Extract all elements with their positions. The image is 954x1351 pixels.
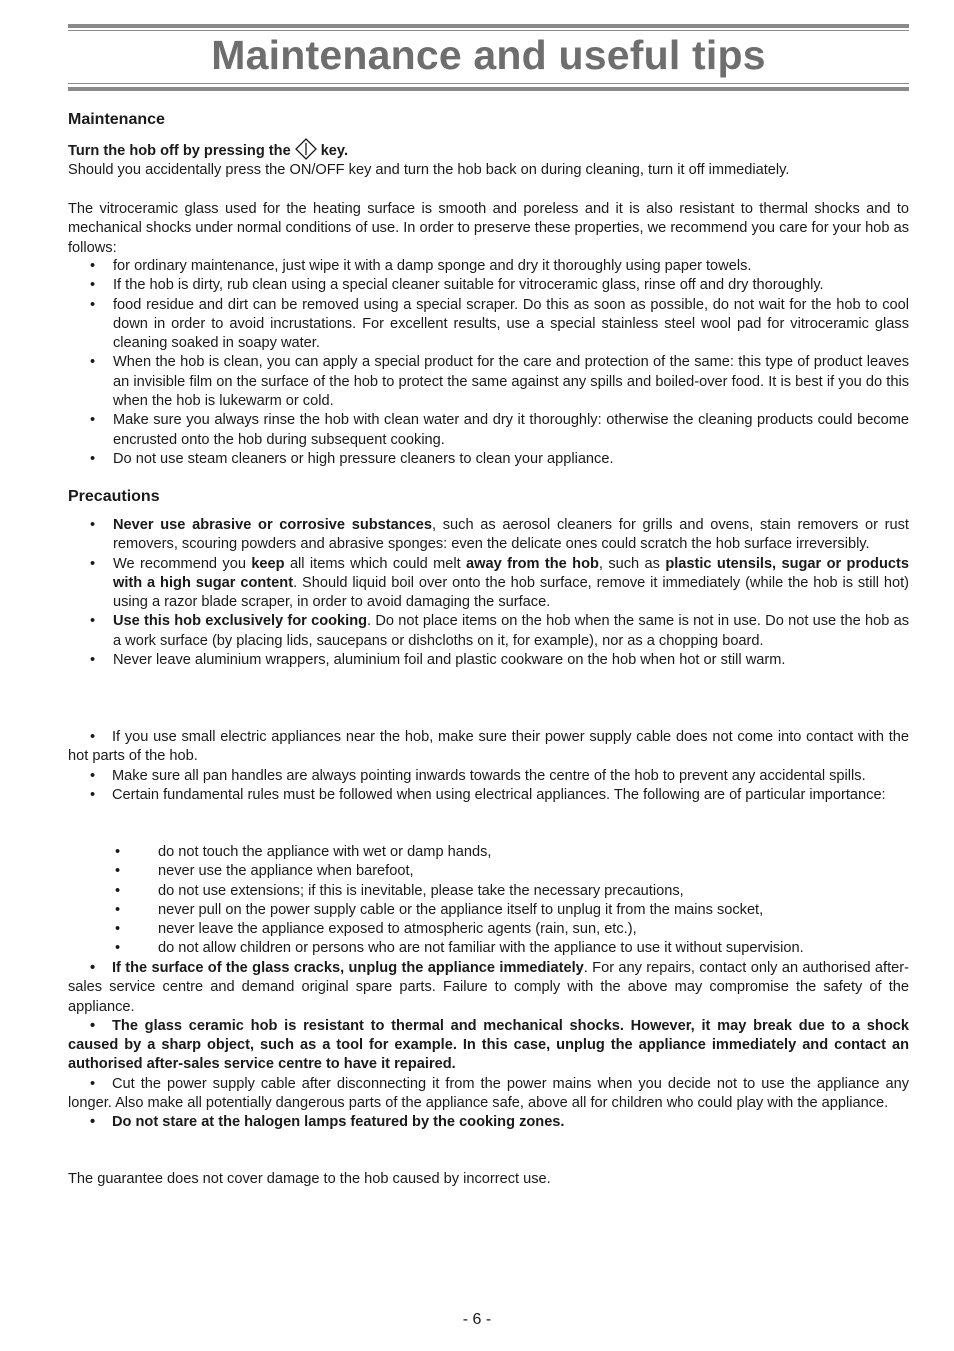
precautions-heading: Precautions (68, 488, 160, 505)
list-item: • never pull on the power supply cable or the appliance itself to unplug it from the mains socket, (68, 901, 909, 920)
text: We recommend you (113, 555, 252, 572)
list-item: • never leave the appliance exposed to atmospheric agents (rain, sun, etc.), (68, 920, 909, 939)
safety-item: • The glass ceramic hob is resistant to thermal and mechanical shocks. However, it may break due to a shock caused by a sharp object, such as a tool for example. In this case, unplug the appliance immediately and contact an authorised after-sales service centre to have it repaired. (68, 1017, 909, 1073)
safety-item: • Certain fundamental rules must be followed when using electrical appliances. The following are of particular importance: (90, 786, 886, 803)
title-rule-bottom (68, 87, 909, 91)
list-item (68, 516, 909, 555)
text: If you use small electric appliances near the hob, make sure their power supply cable does not come into contact with the hot parts of the hob. (68, 729, 909, 765)
safety-section-2 (68, 959, 909, 1133)
list-item: • Never leave aluminium wrappers, aluminium foil and plastic cookware on the hob when hot or still warm. (68, 651, 909, 670)
accidental-press-note: Should you accidentally press the ON/OFF key and turn the hob back on during cleaning, turn it off immediately. (68, 162, 790, 178)
maintenance-list (68, 257, 909, 469)
safety-item: • If the surface of the glass cracks, unplug the appliance immediately. For any repairs, contact only an authorised after-sales service centre and demand original spare parts. Failure to comply with the above may compromise the safety of the appliance. (68, 960, 909, 1015)
emphasis: Never use abrasive or corrosive substances (113, 517, 433, 533)
text: . Do not place items on the hob when the same is not in use. Do not use the hob as a work surface (by placing lids, saucepans or dishcloths on it, for example), nor as a chopping board. (113, 613, 909, 649)
page-title: Maintenance and useful tips (211, 32, 766, 78)
precautions-list (68, 516, 909, 670)
emphasis: plastic utensils, sugar or products with a high sugar content (113, 555, 909, 591)
page-number: - 6 - (462, 1311, 492, 1328)
emphasis: The glass ceramic hob is resistant to thermal and mechanical shocks. However, it may break due to a shock caused by a sharp object, such as a tool for example. In this case, unplug the appliance immediately and contact an authorised after-sales service centre to have it repaired. (68, 1017, 909, 1073)
list-item (68, 612, 909, 651)
list-item: • do not allow children or persons who are not familiar with the appliance to use it without supervision. (68, 939, 909, 958)
text: Cut the power supply cable after disconnecting it from the power mains when you decide not to use the appliance any longer. Also make all potentially dangerous parts of the appliance safe, above all for children who could play with the appliance. (68, 1075, 909, 1112)
list-item: • for ordinary maintenance, just wipe it with a damp sponge and dry it thoroughly using paper towels. (68, 257, 909, 276)
text: all items which could melt (284, 555, 467, 572)
safety-section (68, 728, 909, 805)
text: Certain fundamental rules must be followed when using electrical appliances. The following are of particular importance: (112, 786, 886, 803)
list-item: • Do not use steam cleaners or high pressure cleaners to clean your appliance. (68, 450, 909, 469)
list-item: • never use the appliance when barefoot, (68, 862, 909, 881)
text: , such as aerosol cleaners for grills and ovens, stain removers or rust removers, scouring powders and abrasive sponges: even the delicate ones could scratch the hob surface irreversibly. (113, 517, 909, 553)
text: Make sure all pan handles are always pointing inwards towards the centre of the hob to prevent any accidental spills. (112, 767, 866, 784)
maintenance-heading: Maintenance (68, 111, 165, 128)
list-item: • food residue and dirt can be removed using a special scraper. Do this as soon as possible, do not wait for the hob to cool down in order to avoid incrustations. For excellent results, use a special stainless steel wool pad for vitroceramic glass cleaning soaked in soapy water. (68, 296, 909, 354)
electrical-rules-list (68, 843, 909, 959)
safety-item: • Make sure all pan handles are always pointing inwards towards the centre of the hob to prevent any accidental spills. (90, 767, 866, 784)
emphasis: If the surface of the glass cracks, unplug the appliance immediately (112, 960, 584, 976)
list-item: • do not use extensions; if this is inevitable, please take the necessary precautions, (68, 882, 909, 901)
list-item: • If the hob is dirty, rub clean using a special cleaner suitable for vitroceramic glass, rinse off and dry thoroughly. (68, 276, 909, 295)
turn-off-key-suffix: key. (320, 143, 349, 159)
safety-item: • Cut the power supply cable after disconnecting it from the power mains when you decide not to use the appliance any longer. Also make all potentially dangerous parts of the appliance safe, above all for children who could play with the appliance. (68, 1075, 909, 1112)
title-rule-top (68, 24, 909, 28)
title-rule-bottom-thin (68, 83, 909, 84)
text: , such as (598, 555, 666, 572)
text: . For any repairs, contact only an authorised after-sales service centre and demand original spare parts. Failure to comply with the above may compromise the safety of the appliance. (68, 960, 909, 1015)
text: . Should liquid boil over onto the hob surface, remove it immediately (while the hob is still hot) using a razor blade scraper, in order to avoid damaging the surface. (113, 574, 909, 611)
guarantee-note: The guarantee does not cover damage to the hob caused by incorrect use. (68, 1171, 551, 1187)
safety-item: • If you use small electric appliances near the hob, make sure their power supply cable does not come into contact with the hot parts of the hob. (68, 729, 909, 765)
list-item: • When the hob is clean, you can apply a special product for the care and protection of the same: this type of product leaves an invisible film on the surface of the hob to protect the same against any spills and boiled-over food. It is best if you do this when the hob is lukewarm or cold. (68, 353, 909, 411)
turn-off-text: Turn the hob off by pressing the (68, 143, 291, 159)
emphasis: Use this hob exclusively for cooking (113, 613, 368, 630)
safety-item: • Do not stare at the halogen lamps featured by the cooking zones. (90, 1114, 565, 1131)
maintenance-intro: The vitroceramic glass used for the heating surface is smooth and poreless and it is also resistant to thermal shocks and to mechanical shocks under normal conditions of use. In order to preserve these properties, we recommend you care for your hob as follows: (68, 201, 909, 256)
list-item: • Make sure you always rinse the hob with clean water and dry it thoroughly: otherwise the cleaning products could become encrusted onto the hob during subsequent cooking. (68, 411, 909, 450)
list-item: • do not touch the appliance with wet or damp hands, (68, 843, 909, 862)
emphasis: keep (251, 555, 285, 572)
emphasis: away from the hob (466, 555, 599, 572)
list-item (68, 555, 909, 613)
emphasis: Do not stare at the halogen lamps featured by the cooking zones. (112, 1114, 565, 1131)
